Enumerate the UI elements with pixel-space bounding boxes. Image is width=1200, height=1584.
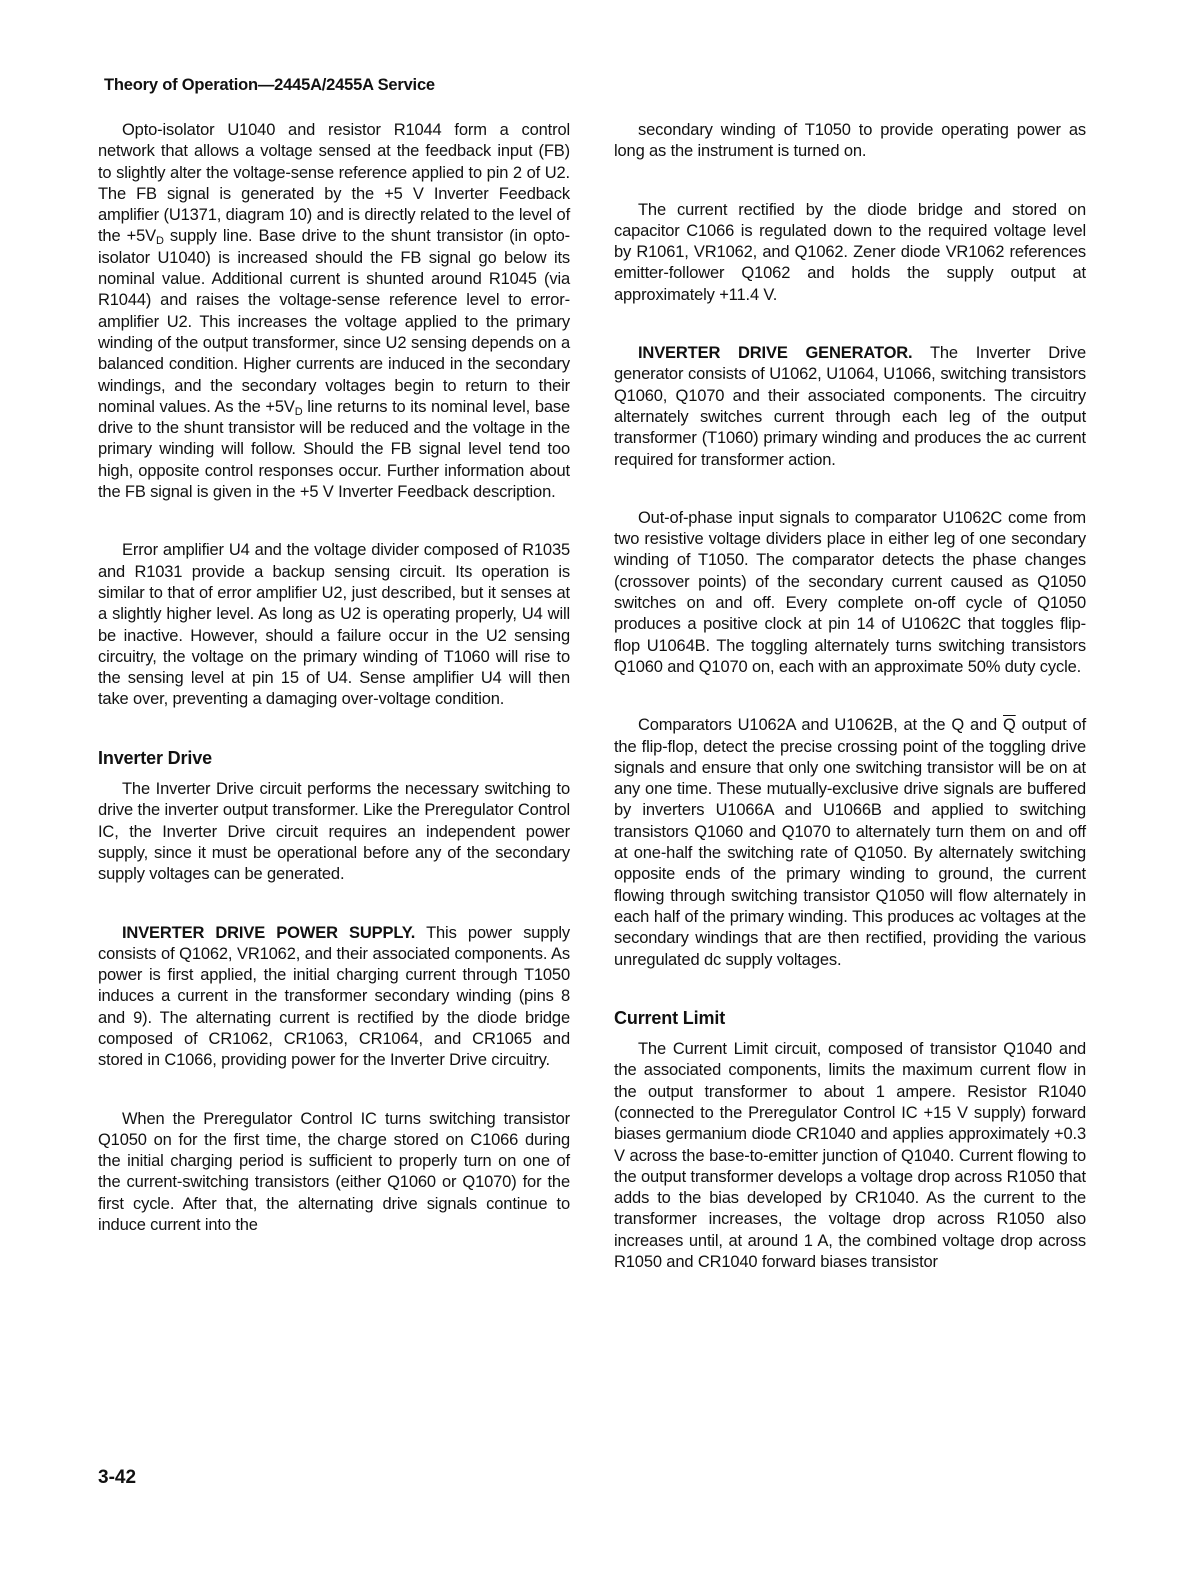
paragraph-secondary-winding: secondary winding of T1050 to provide operating power as long as the instrument is turned on. (614, 121, 1086, 161)
paragraph-comparators: Comparators U1062A and U1062B, at the Q and $\overline{Q}$ output of the flip-flop, detect the precise crossing point of the toggling drive signals and ensure that only one switching transistor will be on at any one time. These mutually-exclusive drive signals are buffered by inverters U1066A and U1066B and applied to switching transistors Q1060 and Q1070 to alternately turn them on and off at one-half the switching rate of Q1050. By alternately switching opposite ends of the primary winding to ground, the current flowing through switching transistor Q1050 will flow alternately in each half of the primary winding. This produces ac voltages at the secondary windings that are then rectified, providing the various unregulated dc supply voltages. (614, 716, 1086, 969)
paragraph-inverter-drive-power-supply: INVERTER DRIVE POWER SUPPLY. This power supply consists of Q1062, VR1062, and their associated components. As power is first applied, the initial charging current through T1050 induces a current in the transformer secondary winding (pins 8 and 9). The alternating current is rectified by the diode bridge composed of CR1062, CR1063, CR1064, and CR1065 and stored in C1066, providing power for the Inverter Drive circuitry. (98, 923, 570, 1070)
q-bar-symbol: $\overline{Q}$ (1003, 716, 1016, 735)
right-column (614, 120, 1086, 1310)
page-number: 3-42 (98, 1467, 137, 1488)
paragraph-current-rectified: The current rectified by the diode bridge and stored on capacitor C1066 is regulated down to the required voltage level by R1061, VR1062, and Q1062. Zener diode VR1062 references emitter-follower Q1062 and holds the supply output at approximately +11.4 V. (614, 200, 1086, 304)
section-heading-current-limit: Current Limit (614, 1007, 726, 1028)
paragraph-inverter-drive-intro: The Inverter Drive circuit performs the necessary switching to drive the inverter output transformer. Like the Preregulator Control IC, the Inverter Drive circuit requires an independent power supply, since it must be operational before any of the secondary supply voltages can be generated. (98, 780, 570, 884)
paragraph-inverter-drive-generator: INVERTER DRIVE GENERATOR. The Inverter Drive generator consists of U1062, U1064, U1066, switching transistors Q1060, Q1070 and their associated components. The circuitry alternately switches current through each leg of the output transformer (T1060) primary winding and produces the ac current required for transformer action. (614, 344, 1086, 469)
paragraph-preregulator-first-cycle: When the Preregulator Control IC turns switching transistor Q1050 on for the first time, the charge stored on C1066 during the initial charging period is sufficient to properly turn on one of the current-switching transistors (either Q1060 or Q1070) for the first cycle. After that, the alternating drive signals continue to induce current into the (98, 1109, 570, 1235)
paragraph-current-limit: The Current Limit circuit, composed of transistor Q1040 and the associated components, limits the maximum current flow in the output transformer to about 1 ampere. Resistor R1040 (connected to the Preregulator Control IC +15 V supply) forward biases germanium diode CR1040 and applies approximately +0.3 V across the base-to-emitter junction of Q1040. Current flowing to the output transformer develops a voltage drop across R1050 that adds to the bias developed by CR1040. As the current to the transformer increases, the voltage drop across R1050 also increases until, at around 1 A, the combined voltage drop across R1050 and CR1040 forward biases transistor (614, 1040, 1086, 1272)
left-column (98, 120, 570, 1273)
section-heading-inverter-drive: Inverter Drive (98, 747, 212, 768)
run-in-heading: INVERTER DRIVE POWER SUPPLY. (122, 923, 416, 942)
page-header-title: Theory of Operation—2445A/2455A Service (104, 76, 435, 94)
paragraph-opto-isolator: Opto-isolator U1040 and resistor R1044 form a control network that allows a voltage sensed at the feedback input (FB) to slightly alter the voltage-sense reference applied to pin 2 of U2. The FB signal is generated by the +5 V Inverter Feedback amplifier (U1371, diagram 10) and is directly related to the level of the $+5V_D$ supply line. Base drive to the shunt transistor (in opto-isolator U1040) is increased should the FB signal go below its nominal value. Additional current is shunted around R1045 (via R1044) and raises the voltage-sense reference level to error-amplifier U2. This increases the voltage applied to the primary winding of the output transformer, since U2 sensing depends on a balanced condition. Higher currents are induced in the secondary windings, and the secondary voltages begin to return to their nominal values. As the $+5V_D$ line returns to its nominal level, base drive to the shunt transistor will be reduced and the voltage in the primary winding will follow. Should the FB signal level tend too high, opposite control responses occur. Further information about the FB signal is given in the +5 V Inverter Feedback description. (98, 121, 571, 502)
paragraph-out-of-phase: Out-of-phase input signals to comparator U1062C come from two resistive voltage dividers place in either leg of one secondary winding of T1050. The comparator detects the phase changes (crossover points) of the secondary current caused as Q1050 switches on and off. Every complete on-off cycle of Q1050 produces a positive clock at pin 14 of U1062C that toggles flip-flop U1064B. The toggling alternately turns switching transistors Q1060 and Q1070 on, each with an approximate 50% duty cycle. (614, 508, 1086, 676)
paragraph-error-amplifier: Error amplifier U4 and the voltage divider composed of R1035 and R1031 provide a backup sensing circuit. Its operation is similar to that of error amplifier U2, just described, but it senses at a slightly higher level. As long as U2 is operating properly, U4 will be inactive. However, should a failure occur in the U2 sensing circuitry, the voltage on the primary winding of T1060 will rise to the sensing level at pin 15 of U4. Sense amplifier U4 will then take over, preventing a damaging over-voltage condition. (98, 541, 570, 709)
run-in-heading: INVERTER DRIVE GENERATOR. (638, 344, 913, 363)
